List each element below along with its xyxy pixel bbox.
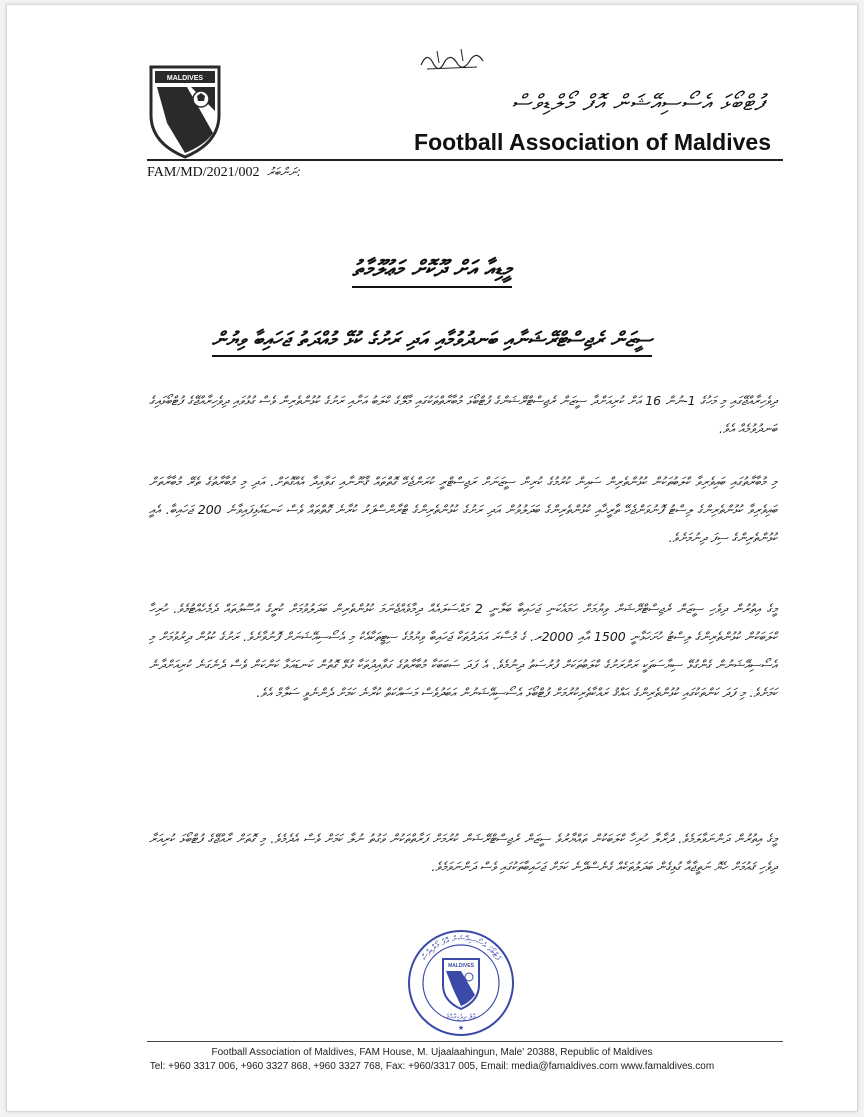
body-paragraph-1: ދިވެހިރާއްޖޭގައި މި މަހުގެ 1-ނުން 16 އަށް ކުރިއަށްދާ ސީޒަން ރެޖިސްޓްރޭޝަންގެ ފުޓްބޯޅަ މުބާރާތްތަކުގައި މާލޭގެ ކްލަބު އަށާއި ރަށުގެ ކުޅުންތެރިން ވެސް ގުޅުވައި ދިވެހިރާއްޖޭގެ ފުޓްބޯޅައިގެ ބަނދުވުމެއް އެވެ. <box>149 393 777 436</box>
org-name-english: Football Association of Maldives <box>414 129 771 155</box>
reference-row <box>147 165 301 181</box>
document-title-text: މީޑިއާ އަށް ދޫކޮށް މަޢުލޫމާތު <box>352 257 511 288</box>
body-paragraph-2: މި މުބާރާތުގައި ބައިވެރިވާ ކްލަބުތަކުން ކުޅުންތެރިން ސައިން ކުރުމުގެ ކުރިން ސީޒަނަށް ރަޖިސްޓްރީ ކުރަންޖެހޭ ގޮތްތައް ޤާނޫނާއި ގަވާއިދާ އެއްގޮތަށް. އަދި މި މުބާރާތުގެ ތެރޭ މުބާރާތަށް ބައިވެރިވާ ކުޅުންތެރިންގެ ލިސްޓު ފޮނުވަންޖެހޭ ތާރީޚާއި ކުޅުންތެރިންގެ ބަދަލުވުން އަދި ރަށުގެ ކުޅުންތެރިންގެ ޓްރާންސްފަރު ކުރާނެ ގޮތްތައް ވެސް ކަނޑައެޅިފައިވާނެ 200 ޖަހައިބާ. އެއީ ކުޅުންތެރިންގެ ސިފަ ދިނުމަށެވެ. <box>149 474 777 545</box>
body-paragraph-4: މީގެ އިތުރުން ދަންނަވާލަމެވެ. ދުރާލާ ހުރިހާ ކްލަބަކުން ތައްޔާރުވެ ސީޒަން ރެޖިސްޓްރޭޝަން ކުރުމަށް ފަރާތްތަކުން ވަގުތު ނުލާ ކަމަށް ވެސް އެދެމެވެ. މި ގޮތަށް ރާއްޖޭގެ ފުޓްބޯޅަ ކުރިއަރާ ދިވެހި ޤައުމަށް ހެޔޮ ނަތީޖާއާ ގުޅިގެން ބަދަލުތަކެއް ގެނެސްދޭނެ ކަމަށް ޖަހައިބާތަކުގައި ވެސް ދަންނަވަމެވެ. <box>149 831 777 874</box>
header-divider <box>147 159 783 161</box>
reference-number: FAM/MD/2021/002 <box>147 165 260 180</box>
footer-divider <box>147 1041 783 1042</box>
footer-address: Football Association of Maldives, FAM House, M. Ujaalaahingun, Male' 20388, Republic of Maldives <box>211 1047 653 1058</box>
footer-contacts: Tel: +960 3317 006, +960 3327 868, +960 3327 768, Fax: +960/3317 005, Email: media@famaldives.com www.famaldives.com <box>149 1061 715 1072</box>
reference-label: ނަންބަރު: <box>267 165 301 179</box>
basmala-calligraphy <box>417 45 487 75</box>
document-subtitle <box>7 327 857 351</box>
document-title <box>7 257 857 282</box>
stamp-logo-text: MALDIVES <box>448 963 474 969</box>
stamp-bottom-text: މާލެ ދިވެހިރާއްޖެ <box>446 1013 476 1021</box>
stamp-ring-text: ފުޓްބޯޅަ އެސޯސިއޭޝަން އޮފް މޯލްޑިވްސް <box>419 933 503 962</box>
official-stamp <box>405 927 517 1039</box>
fam-logo <box>147 63 223 159</box>
letter-page <box>6 4 858 1112</box>
document-subtitle-text: ސީޒަން ރެޖިސްޓްރޭޝަނާއި ބަނދުވުމާއި އަދި ރަށުގެ ކުޅޭ މުއްދަތު ޖަހައިބާ ވިޔުން <box>212 327 653 357</box>
body-paragraph-3: މީގެ އިތުރުން ދިވެހި ސީޒަން ރެޖިސްޓްރޭޝަން ވިޔުމަށް ހަމައެކަނި ޖަހައިބާ ބަލާނީ 2 މައްސަލައެއް ދިމާވެއްޖެނަމަ ކުޅުންތެރިން ބަދަލުވުމަށް ކުރީގެ އުސޫލުތައް ދެމެހެއްޓުމެވެ. ހުރިހާ ކްލަބަކުން ކުޅުންތެރިންގެ ލިސްޓު ހުށަހަޅާނީ 1500 އާއި 2000ރ. ގެ މުސާރަ އަދަދުތަކާ ޖަހައިބާ ވިޔުމުގެ ސިޓީތަކާއެކު މި އެސޯސިއޭޝަނަށް ފޮނުވާށެވެ. ރަށުގެ ކުޅުން ދިރުވުމަށް މި އެސޯސިއޭޝަނުން ގެންގުޅޭ ސިޔާސަތަކީ ރަށްރަށުގެ ކްލަބުތަކަށް ފުރުސަތު ދިނުމެވެ. އެ ފަދަ ސަބަބަކާ މުބާރާތުގެ ގަވާއިދުތަކާ ގުޅޭ ގޮތުން ކަނޑައަޅާ ކަންކަން ވެސް ދެނެގަނެ ކުރިއަށްދާނެ ކަމަށެވެ. މި ފަދަ ކަންތަކުގައި ކުޅުންތެރިންގެ ޙައްޤު ރައްކާތެރިކުރުމަށް ފުޓްބޯޅަ އެސޯސިއޭޝަނުން އަބަދުވެސް މަސައްކަތް ކުރާނެ ކަމަށް ދެންނެވީ ސަލާމް އެވެ. <box>149 601 777 700</box>
logo-text: MALDIVES <box>166 75 204 82</box>
stamp-star-icon: ★ <box>457 1024 465 1032</box>
org-name-dhivehi: ފުޓްބޯޅަ އެސޯސިއޭޝަން އޮފް މޯލްޑިވްސް <box>511 91 765 116</box>
